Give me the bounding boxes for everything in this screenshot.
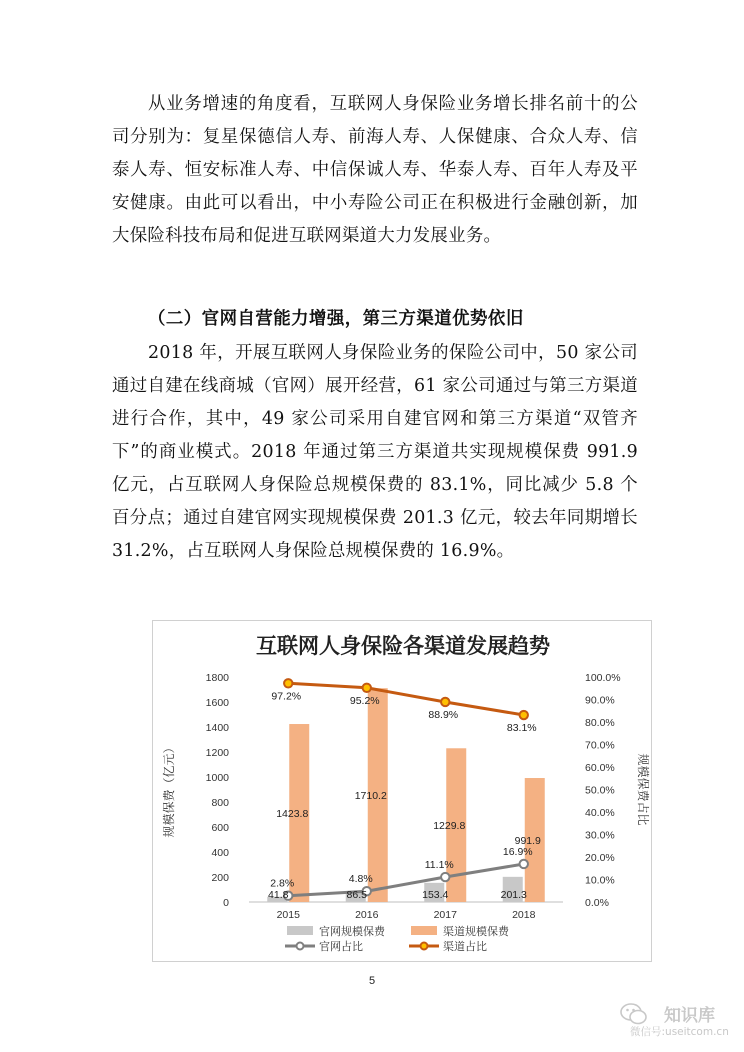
label-channel-share: 95.2%: [349, 694, 380, 707]
x-tick-label: 2015: [276, 909, 300, 921]
y-tick-label: 1000: [205, 772, 229, 784]
watermark: [620, 1000, 738, 1040]
paragraph-growth: 从业务增速的角度看，互联网人身保险业务增长排名前十的公司分别为：复星保德信人寿、前海人寿、人保健康、合众人寿、信泰人寿、恒安标准人寿、中信保诚人寿、华泰人寿、百年人寿及平安健康。由此可以看出，中小寿险公司正在积极进行金融创新，加大保险科技布局和促进互联网渠道大力发展业务。: [112, 94, 638, 246]
page-number: 5: [368, 975, 376, 987]
line-official-share: [288, 864, 524, 896]
label-channel-value: 1229.8: [433, 820, 466, 833]
y2-tick-label: 10.0%: [585, 874, 615, 887]
watermark-title: 知识库: [664, 1006, 715, 1026]
x-tick-label: 2017: [433, 909, 457, 921]
y2-tick-label: 20.0%: [585, 852, 615, 864]
label-official-share: 4.8%: [348, 873, 373, 886]
y-tick-label: 1600: [205, 697, 229, 709]
legend-label-official-bar: 官网规模保费: [319, 925, 385, 938]
point-channel-share: [520, 711, 528, 719]
y-tick-label: 1200: [205, 747, 229, 759]
legend-label-channel-line: 渠道占比: [443, 940, 487, 953]
y-tick-label: 200: [211, 872, 229, 884]
y2-tick-label: 90.0%: [585, 694, 615, 707]
point-official-share: [441, 873, 449, 881]
legend-label-official-line: 官网占比: [319, 940, 363, 953]
point-official-share: [520, 860, 528, 868]
y-tick-label: 1400: [205, 722, 229, 734]
y2-tick-label: 100.0%: [585, 672, 621, 684]
legend-swatch-channel-bar: [411, 926, 437, 935]
section-heading: （二）官网自营能力增强，第三方渠道优势依旧: [148, 309, 524, 329]
y2-tick-label: 80.0%: [585, 717, 615, 729]
y2-tick-label: 40.0%: [585, 807, 615, 819]
y-tick-label: 600: [211, 822, 229, 834]
x-tick-label: 2018: [512, 909, 536, 921]
point-channel-share: [363, 684, 371, 692]
label-channel-share: 83.1%: [506, 722, 537, 735]
legend-marker-official: [297, 943, 304, 950]
label-channel-share: 88.9%: [428, 708, 459, 721]
y-tick-label: 400: [211, 847, 229, 859]
label-official-value: 201.3: [500, 889, 527, 901]
label-official-value: 86.5: [346, 889, 367, 901]
point-channel-share: [441, 698, 449, 706]
y2-tick-label: 70.0%: [585, 739, 615, 752]
label-channel-value: 991.9: [514, 835, 541, 848]
y-tick-label: 800: [211, 797, 229, 809]
y2-tick-label: 30.0%: [585, 829, 615, 842]
chart-title: 互联网人身保险各渠道发展趋势: [256, 634, 550, 658]
label-channel-value: 1423.8: [276, 808, 309, 821]
x-tick-label: 2016: [355, 909, 379, 921]
y-tick-label: 1800: [205, 672, 229, 684]
label-channel-value: 1710.2: [354, 790, 387, 803]
label-official-value: 41.8: [268, 889, 289, 901]
line-channel-share: [288, 683, 524, 715]
legend-swatch-official-bar: [287, 926, 313, 935]
watermark-subtitle: 微信号:useitcom.cn: [630, 1026, 729, 1038]
label-official-value: 153.4: [422, 889, 449, 901]
legend-label-channel-bar: 渠道规模保费: [443, 925, 509, 938]
point-channel-share: [284, 679, 292, 687]
y-axis-title: 规模保费（亿元）: [162, 741, 176, 838]
label-official-share: 2.8%: [270, 877, 295, 890]
y2-tick-label: 0.0%: [585, 897, 609, 909]
y2-tick-label: 50.0%: [585, 784, 615, 797]
y-tick-label: 0: [223, 897, 229, 909]
channel-trend-chart: [152, 620, 652, 962]
label-official-share: 16.9%: [502, 845, 533, 858]
wechat-icon: [620, 1002, 648, 1026]
paragraph-channels: 2018 年，开展互联网人身保险业务的保险公司中，50 家公司通过自建在线商城（官网）展开经营，61 家公司通过与第三方渠道进行合作，其中，49 家公司采用自建官网和第三方渠道“双管齐下”的商业模式。2018 年通过第三方渠道共实现规模保费 991.9 亿元，占互联网人身保险总规模保费的 83.1%，同比减少 5.8 个百分点；通过自建官网实现规模保费 201.3 亿元，较去年同期增长 31.2%，占互联网人身保险总规模保费的 16.9%。: [112, 343, 638, 561]
label-channel-share: 97.2%: [271, 690, 302, 703]
label-official-share: 11.1%: [424, 859, 454, 872]
legend-marker-channel: [421, 943, 428, 950]
y2-axis-title: 规模保费占比: [636, 753, 650, 826]
y2-tick-label: 60.0%: [585, 762, 615, 774]
chart-canvas: [153, 621, 653, 963]
